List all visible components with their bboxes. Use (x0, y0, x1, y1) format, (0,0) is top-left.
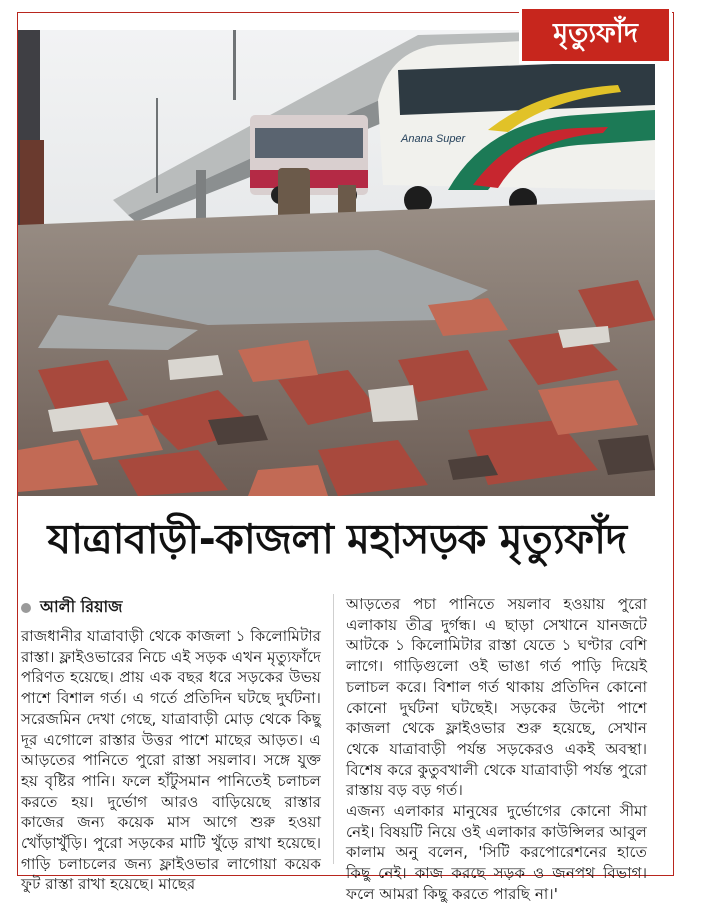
author-name: আলী রিয়াজ (40, 597, 123, 616)
news-photo (18, 30, 655, 496)
article-paragraph: রাজধানীর যাত্রাবাড়ী থেকে কাজলা ১ কিলোমিটার রাস্তা। ফ্লাইওভারের নিচে এই সড়ক এখন মৃত্যুফাঁদে পরিণত হয়েছে। প্রায় এক বছর ধরে সড়কের উভয় পাশে বিশাল গর্ত। এ গর্তে প্রতিদিন ঘটছে দুর্ঘটনা। সরেজমিন দেখা গেছে, যাত্রাবাড়ী মোড় থেকে কিছু দূর এগোলে রাস্তার উত্তর পাশে মাছের আড়ত। এ আড়তের পানিতে পুরো রাস্তা সয়লাব। সঙ্গে যুক্ত হয় বৃষ্টির পানি। ফলে হাঁটুসমান পানিতেই চলাচল করতে হয়। দুর্ভোগ আরও বাড়িয়েছে রাস্তার কাজের জন্য কয়েক মাস আগে শুরু হওয়া খোঁড়াখুঁড়ি। পুরো সড়কের মাটি খুঁড়ে রাখা হয়েছে। গাড়ি চলাচলের জন্য ফ্লাইওভার লাগোয়া কয়েক ফুট রাস্তা রাখা হয়েছে। মাছের (21, 627, 321, 894)
bullet-dot-icon (21, 603, 31, 613)
article-paragraph: আড়তের পচা পানিতে সয়লাব হওয়ায় পুরো এলাকায় তীব্র দুর্গন্ধ। এ ছাড়া সেখানে যানজটে আটকে ১ কিলোমিটার রাস্তা যেতে ১ ঘণ্টার বেশি লাগে। গাড়িগুলো ওই ভাঙা গর্ত পাড়ি দিয়েই চলাচল করে। বিশাল গর্ত থাকায় প্রতিদিন কোনো কোনো দুর্ঘটনা ঘটছেই। সড়কের উল্টো পাশে কাজলা থেকে ফ্লাইওভার শুরু হয়েছে, সেখান থেকে যাত্রাবাড়ী পর্যন্ত সড়কেরও একই অবস্থা। বিশেষ করে কুতুবখালী থেকে যাত্রাবাড়ী পর্যন্ত পুরো রাস্তায় বড় বড় গর্ত। (346, 595, 647, 800)
column-divider (333, 594, 334, 864)
headline: যাত্রাবাড়ী-কাজলা মহাসড়ক মৃত্যুফাঁদ (47, 515, 627, 563)
byline (21, 594, 123, 621)
bus-brand-text: Anana Super (401, 133, 466, 145)
article-paragraph: এজন্য এলাকার মানুষের দুর্ভোগের কোনো সীমা নেই। বিষয়টি নিয়ে ওই এলাকার কাউন্সিলর আবুল কালাম অনু বলেন, 'সিটি করপোরেশনের হাতে কিছু নেই। কাজ করছে সড়ক ও জনপথ বিভাগ। ফলে আমরা কিছু করতে পারছি না।' (346, 802, 647, 903)
article-column-2 (346, 594, 647, 905)
article-column-1 (21, 626, 321, 895)
section-tag: মৃত্যুফাঁদ (519, 6, 672, 64)
